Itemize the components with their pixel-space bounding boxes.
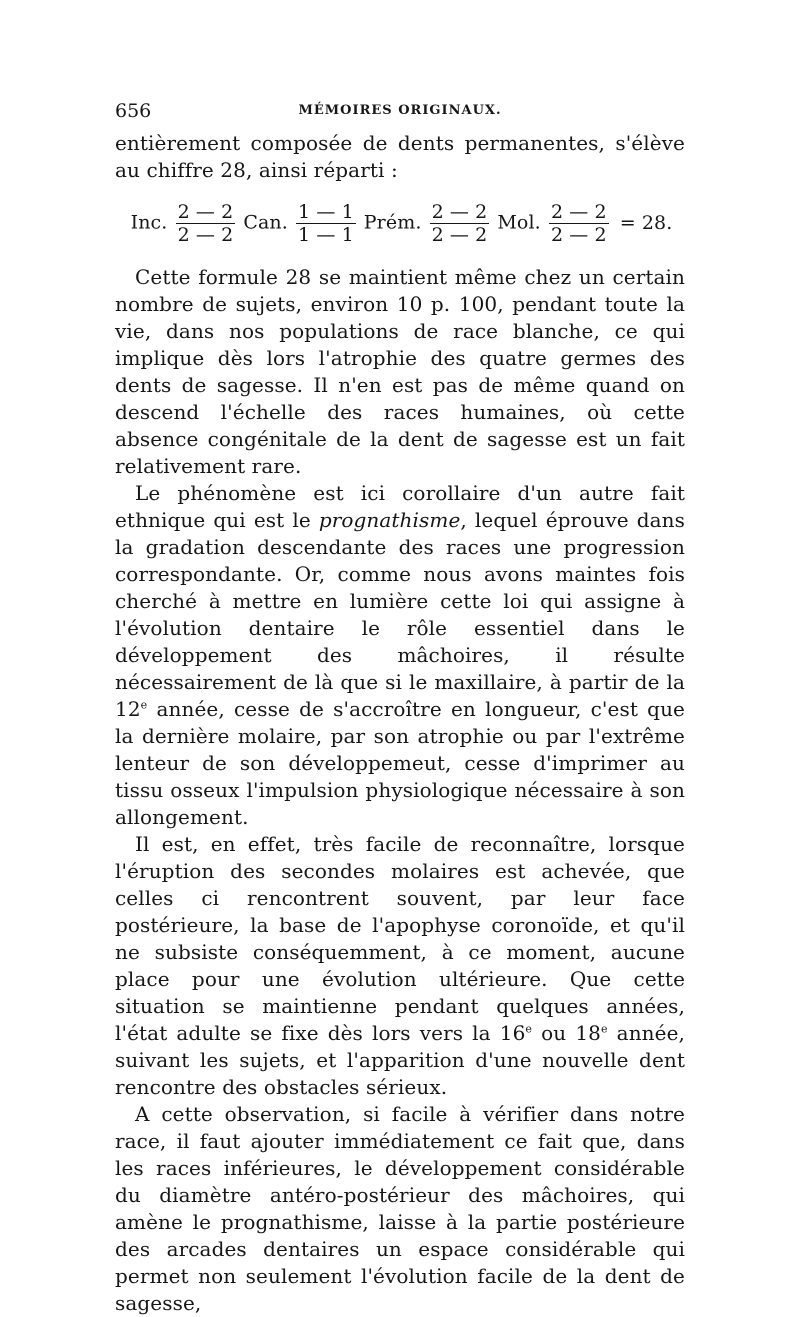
formula-label: Prém. <box>363 211 422 233</box>
fraction-denominator: 2 — 2 <box>550 223 607 246</box>
ordinal-superscript: e <box>600 1022 608 1036</box>
fraction-denominator: 1 — 1 <box>298 223 354 246</box>
ordinal-superscript: e <box>525 1022 533 1036</box>
formula-fraction <box>549 201 609 246</box>
page-number: 656 <box>115 100 152 122</box>
formula-fraction <box>176 201 236 246</box>
dental-formula <box>115 185 685 261</box>
formula-label: Mol. <box>497 211 541 233</box>
paragraph-3-text-a: Il est, en effet, très facile de reconnaître, lorsque l'éruption des secondes molaires est achevée, que celles ci rencontrent souvent, par leur face postérieure, la base de l'apophyse coronoïde, et qu'il ne subsiste conséquemment, à ce moment, aucune place pour une évolution ultérieure. Que cette situation se maintienne pendant quelques années, l'état adulte se fixe dès lors vers la 16 <box>115 832 685 1045</box>
formula-term-incisors <box>131 201 238 246</box>
fraction-numerator: 2 — 2 <box>177 200 234 223</box>
body-text <box>115 130 685 1317</box>
fraction-denominator: 2 — 2 <box>431 223 488 246</box>
paragraph-2 <box>115 480 685 831</box>
running-title: MÉMOIRES ORIGINAUX. <box>298 103 502 118</box>
paragraph-3-text-b: ou 18 <box>532 1021 601 1045</box>
fraction-numerator: 2 — 2 <box>550 200 607 223</box>
lead-paragraph: entièrement composée de dents permanentes, s'élève au chiffre 28, ainsi réparti : <box>115 131 685 182</box>
ordinal-superscript: e <box>140 698 148 712</box>
paragraph-2-text-c: année, cesse de s'accroître en longueur, c'est que la dernière molaire, par son atrophie ou par l'extrême lenteur de son développemeut, cesse d'imprimer au tissu osseux l'impulsion physiologique nécessaire à son allongement. <box>115 697 685 829</box>
fraction-numerator: 2 — 2 <box>431 200 488 223</box>
formula-term-canines <box>243 201 357 246</box>
formula-result: = 28. <box>619 211 673 234</box>
fraction-denominator: 2 — 2 <box>177 223 234 246</box>
paragraph-2-text-a: Le phénomène est ici corollaire d'un autre fait ethnique qui est le <box>115 481 685 532</box>
formula-term-molars <box>497 201 610 246</box>
paragraph-4: A cette observation, si facile à vérifier dans notre race, il faut ajouter immédiatement ce fait que, dans les races inférieures, le développement considérable du diamètre antéro-postérieur des mâchoires, qui amène le prognathisme, laisse à la partie postérieure des arcades dentaires un espace considérable qui permet non seulement l'évolution facile de la dent de sagesse, <box>115 1102 685 1315</box>
page-header <box>115 100 685 124</box>
emphasis-prognathisme: prognathisme <box>318 508 461 532</box>
paragraph-1: Cette formule 28 se maintient même chez un certain nombre de sujets, environ 10 p. 100, pendant toute la vie, dans nos populations de race blanche, ce qui implique dès lors l'atrophie des quatre germes des dents de sagesse. Il n'en est pas de même quand on descend l'échelle des races humaines, où cette absence congénitale de la dent de sagesse est un fait relativement rare. <box>115 265 685 478</box>
formula-fraction <box>430 201 490 246</box>
paragraph-2-text-b: , lequel éprouve dans la gradation descendante des races une progression correspondante. Or, comme nous avons maintes fois cherché à mettre en lumière cette loi qui assigne à l'évolution dentaire le rôle essentiel dans le développement des mâchoires, il résulte nécessairement de là que si le maxillaire, à partir de la 12 <box>115 508 685 721</box>
formula-term-premolars <box>364 201 492 246</box>
paragraph-3 <box>115 831 685 1101</box>
paragraph-3-text-c: année, suivant les sujets, et l'apparition d'une nouvelle dent rencontre des obstacles sérieux. <box>115 1021 685 1099</box>
formula-fraction <box>296 201 356 246</box>
fraction-numerator: 1 — 1 <box>298 200 354 223</box>
formula-label: Can. <box>243 211 288 233</box>
formula-label: Inc. <box>130 211 168 233</box>
